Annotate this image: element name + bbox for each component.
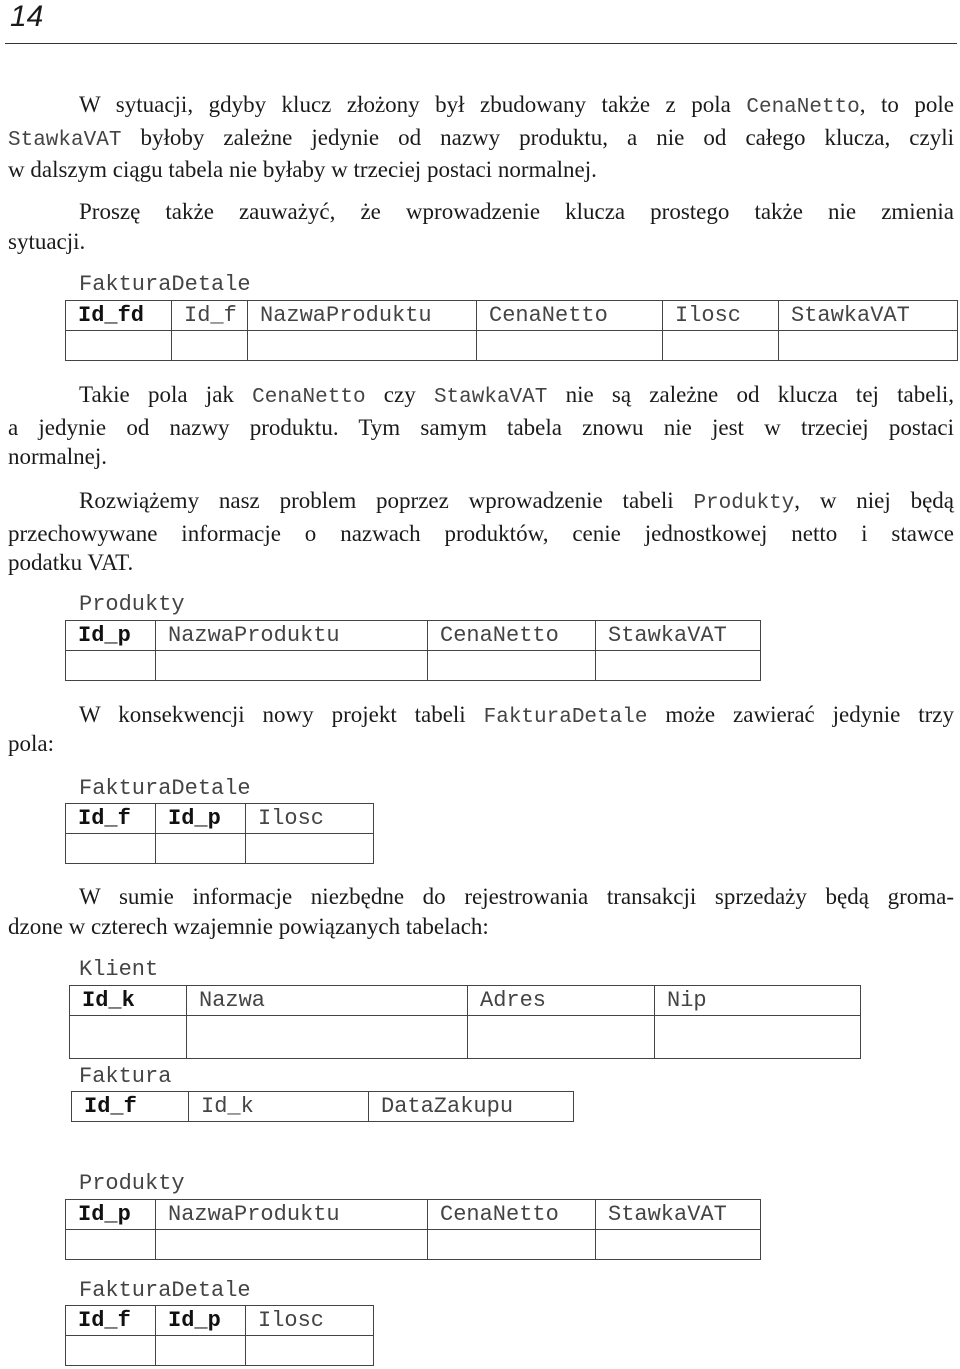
paragraph-3 [8,380,954,472]
empty-cell [172,331,248,361]
column-header: CenaNetto [428,1200,596,1230]
empty-cell [596,1230,761,1260]
empty-cell [428,651,596,681]
empty-cell [156,834,246,864]
table-caption: Produkty [79,592,185,617]
paragraph-1-line-2: StawkaVAT byłoby zależne jedynie od nazwy produktu, a nie od całego klucza, czyli [8,124,954,152]
column-header: NazwaProduktu [248,301,477,331]
empty-cell [468,1016,655,1059]
column-header: DataZakupu [369,1092,574,1122]
key-column-header: Id_p [156,1306,246,1336]
table-caption: Klient [79,957,159,982]
empty-cell [156,1230,428,1260]
paragraph-3-line-3: normalnej. [8,444,107,469]
relation-table-fakturadetale-3 [65,1305,374,1366]
empty-cell [477,331,663,361]
paragraph-4-line-1: Rozwiążemy nasz problem poprzez wprowadzenie tabeli Produkty, w niej będą [79,488,954,515]
key-column-header: Id_k [70,986,187,1016]
paragraph-6-line-2: dzone w czterech wzajemnie powiązanych tabelach: [8,913,489,939]
column-header: Ilosc [663,301,779,331]
table-caption: FakturaDetale [79,272,251,297]
column-header: Adres [468,986,655,1016]
paragraph-1 [8,90,954,185]
paragraph-4 [8,486,954,578]
paragraph-4-line-2: przechowywane informacje o nazwach produktów, cenie jednostkowej netto i stawce [8,520,954,546]
column-header: Id_f [172,301,248,331]
column-header: CenaNetto [428,621,596,651]
paragraph-6-line-1: W sumie informacje niezbędne do rejestrowania transakcji sprzedaży będą groma- [79,884,954,909]
column-header: Id_k [189,1092,369,1122]
paragraph-3-line-1: Takie pola jak CenaNetto czy StawkaVAT nie są zależne od klucza tej tabeli, [79,382,954,409]
empty-cell [779,331,958,361]
table-caption: Produkty [79,1171,185,1196]
empty-cell [66,651,156,681]
empty-cell [655,1016,861,1059]
empty-cell [66,1230,156,1260]
relation-table-klient [69,985,861,1059]
empty-cell [66,1336,156,1366]
key-column-header: Id_f [66,804,156,834]
column-header: CenaNetto [477,301,663,331]
empty-cell [428,1230,596,1260]
column-header: StawkaVAT [596,621,761,651]
page-number: 14 [10,0,44,33]
empty-cell [70,1016,187,1059]
paragraph-6 [8,882,954,941]
relation-table-fakturadetale-2 [65,803,374,864]
column-header: NazwaProduktu [156,621,428,651]
empty-cell [596,651,761,681]
paragraph-5 [8,700,954,733]
relation-table-faktura [71,1091,574,1122]
key-column-header: Id_p [66,1200,156,1230]
column-header: Ilosc [246,1306,374,1336]
empty-cell [248,331,477,361]
paragraph-1-line-1: W sytuacji, gdyby klucz złożony był zbudowany także z pola CenaNetto, to pole [79,92,955,119]
table-caption: Faktura [79,1064,172,1089]
empty-cell [187,1016,468,1059]
empty-cell [663,331,779,361]
relation-table-produkty-1 [65,620,761,681]
paragraph-2-line-1: Proszę także zauważyć, że wprowadzenie klucza prostego także nie zmienia [79,199,954,224]
paragraph-5-line-1: W konsekwencji nowy projekt tabeli FakturaDetale może zawierać jedynie trzy [79,702,954,729]
empty-cell [156,651,428,681]
paragraph-4-line-3: podatku VAT. [8,550,134,575]
paragraph-1-line-3: w dalszym ciągu tabela nie byłaby w trzeciej postaci normalnej. [8,157,597,182]
paragraph-2-line-2: sytuacji. [8,228,86,254]
empty-cell [66,834,156,864]
key-column-header: Id_p [66,621,156,651]
column-header: Ilosc [246,804,374,834]
key-column-header: Id_p [156,804,246,834]
header-rule [5,43,957,44]
empty-cell [246,834,374,864]
column-header: StawkaVAT [779,301,958,331]
empty-cell [66,331,172,361]
key-column-header: Id_f [66,1306,156,1336]
paragraph-5-line-2: pola: [8,731,54,756]
empty-cell [246,1336,374,1366]
table-caption: FakturaDetale [79,776,251,801]
empty-cell [156,1336,246,1366]
relation-table-produkty-2 [65,1199,761,1260]
column-header: NazwaProduktu [156,1200,428,1230]
paragraph-2 [8,197,954,256]
paragraph-3-line-2: a jedynie od nazwy produktu. Tym samym tabela znowu nie jest w trzeciej postaci [8,414,954,440]
column-header: Nip [655,986,861,1016]
relation-table-fakturadetale-1 [65,300,958,361]
column-header: Nazwa [187,986,468,1016]
key-column-header: Id_f [72,1092,189,1122]
table-caption: FakturaDetale [79,1278,251,1303]
column-header: StawkaVAT [596,1200,761,1230]
key-column-header: Id_fd [66,301,172,331]
